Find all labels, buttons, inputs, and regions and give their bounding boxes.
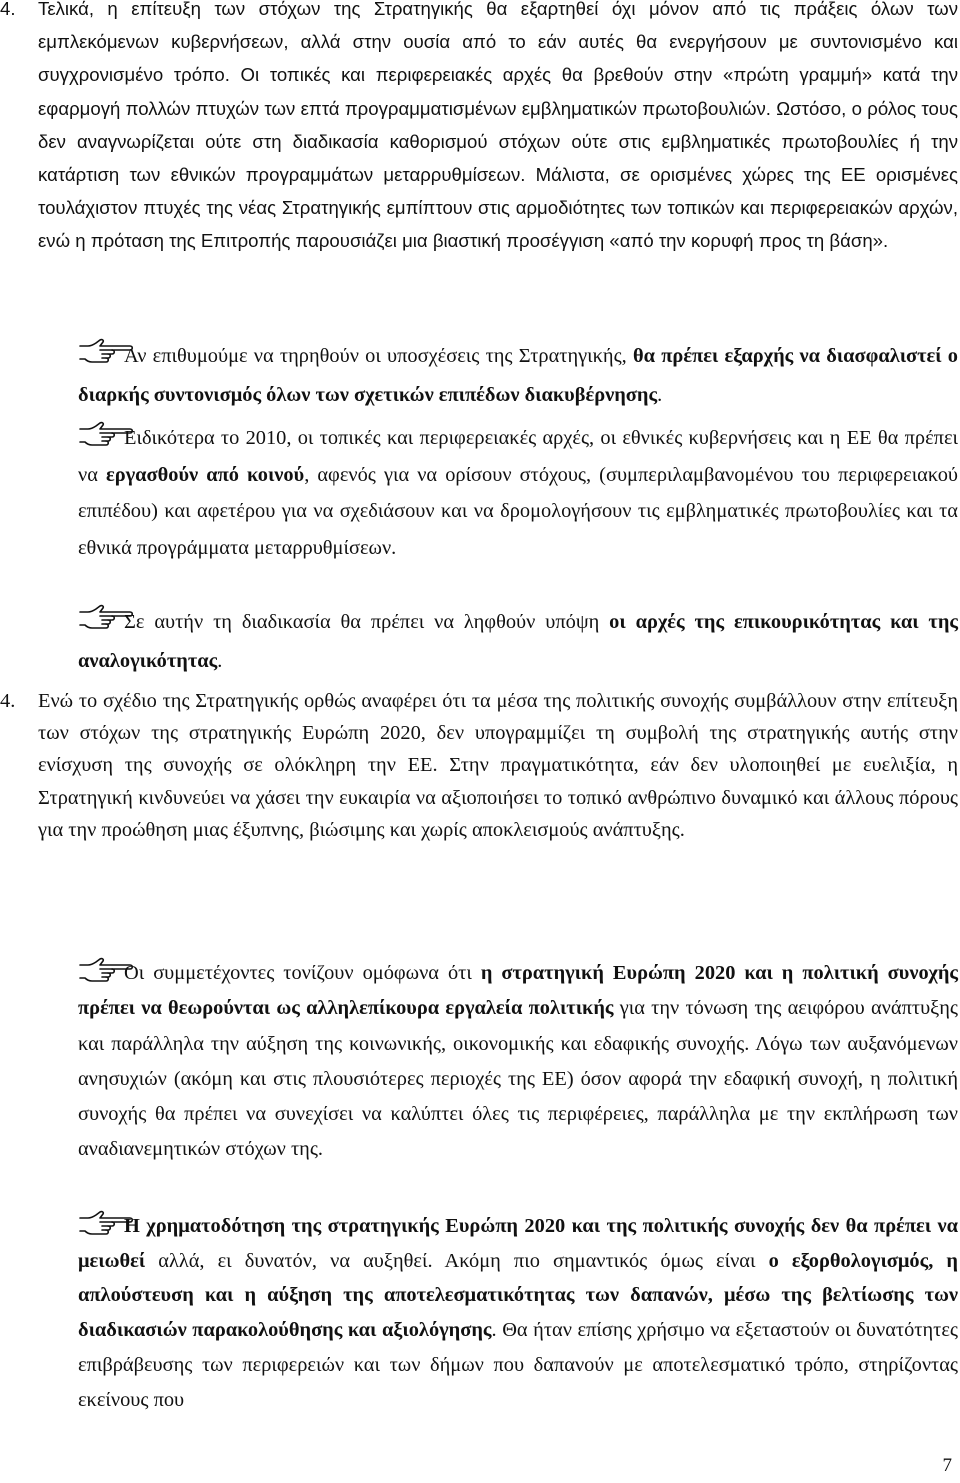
bullet-point — [78, 420, 958, 566]
paragraph-number: 4. — [0, 690, 16, 712]
pointing-hand-icon — [78, 337, 134, 367]
bullet-text: Αν επιθυμούμε να τηρηθούν οι υποσχέσεις της Στρατηγικής, θα πρέπει εξαρχής να διασφαλιστεί ο διαρκής συντονισμός όλων των σχετικών επιπέδων διακυβέρνησης. — [78, 345, 958, 406]
page-number: 7 — [942, 1455, 952, 1476]
bullet-text: Σε αυτήν τη διαδικασία θα πρέπει να ληφθούν υπόψη οι αρχές της επικουρικότητας και της αναλογικότητας. — [78, 611, 958, 672]
bullet-point — [78, 956, 958, 1168]
pointing-hand-icon — [78, 603, 134, 633]
pointing-hand-icon — [78, 1209, 134, 1239]
bullet-point — [78, 1209, 958, 1417]
bullet-text: Οι συμμετέχοντες τονίζουν ομόφωνα ότι η στρατηγική Ευρώπη 2020 και η πολιτική συνοχής πρέπει να θεωρούνται ως αλληλεπίκουρα εργαλεία πολιτικής για την τόνωση της αειφόρου ανάπτυξης και παράλληλα την αύξηση της κοινωνικής, οικονομικής και εδαφικής συνοχής. Λόγω των αυξανόμενων ανησυχιών (ακόμη και στις πλουσιότερες περιοχές της ΕΕ) όσον αφορά την εδαφική συνοχή, η πολιτική συνοχής θα πρέπει να συνεχίσει να καλύπτει όλες τις περιφέρειες, παράλληλα με την εκπλήρωση των αναδιανεμητικών στόχων της. — [78, 962, 958, 1161]
paragraph-number: 4. — [0, 0, 16, 19]
bullet-text: Η χρηματοδότηση της στρατηγικής Ευρώπη 2020 και της πολιτικής συνοχής δεν θα πρέπει να μειωθεί αλλά, ει δυνατόν, να αυξηθεί. Ακόμη πιο σημαντικός όμως είναι ο εξορθολογισμός, η απλούστευση και η αύξηση της αποτελεσματικότητας των δαπανών, μέσω της βελτίωσης των διαδικασιών παρακολούθησης και αξιολόγησης. Θα ήταν επίσης χρήσιμο να εξεταστούν οι δυνατότητες επιβράβευσης των περιφερειών και των δήμων που δαπανούν με αποτελεσματικό τρόπο, στηρίζοντας εκείνους που — [78, 1215, 958, 1411]
paragraph-text: Ενώ το σχέδιο της Στρατηγικής ορθώς αναφέρει ότι τα μέσα της πολιτικής συνοχής συμβάλλουν στην επίτευξη των στόχων της στρατηγικής Ευρώπη 2020, δεν υπογραμμίζει τη συμβολή της στρατηγικής αυτής στην ενίσχυση της συνοχής σε ολόκληρη την ΕΕ. Στην πραγματικότητα, εάν δεν υλοποιηθεί με ευελιξία, η Στρατηγική κινδυνεύει να χάσει την ευκαιρία να αξιοποιήσει το τοπικό ανθρώπινο δυναμικό και άλλους πόρους για την προώθηση μιας έξυπνης, βιώσιμης και χωρίς αποκλεισμούς ανάπτυξης. — [38, 690, 958, 841]
numbered-paragraph — [0, 0, 958, 258]
paragraph-text: Τελικά, η επίτευξη των στόχων της Στρατηγικής θα εξαρτηθεί όχι μόνον από τις πράξεις όλων των εμπλεκόμενων κυβερνήσεων, αλλά στην ουσία από το εάν αυτές θα ενεργήσουν με συντονισμένο και συγχρονισμένο τρόπο. Οι τοπικές και περιφερειακές αρχές θα βρεθούν στην «πρώτη γραμμή» κατά την εφαρμογή πολλών πτυχών των επτά προγραμματισμένων εμβληματικών πρωτοβουλιών. Ωστόσο, ο ρόλος τους δεν αναγνωρίζεται ούτε στη διαδικασία καθορισμού στόχων ούτε στις εμβληματικές πρωτοβουλίες ή την κατάρτιση των εθνικών προγραμμάτων μεταρρυθμίσεων. Μάλιστα, σε ορισμένες χώρες της ΕΕ ορισμένες τουλάχιστον πτυχές της νέας Στρατηγικής εμπίπτουν στις αρμοδιότητες των τοπικών και περιφερειακών αρχών, ενώ η πρόταση της Επιτροπής παρουσιάζει μια βιαστική προσέγγιση «από την κορυφή προς τη βάση». — [38, 0, 958, 252]
pointing-hand-icon — [78, 956, 134, 986]
bullet-point — [78, 337, 958, 414]
pointing-hand-icon — [78, 420, 134, 450]
bullet-point — [78, 603, 958, 680]
numbered-paragraph — [0, 685, 958, 846]
bullet-text: Ειδικότερα το 2010, οι τοπικές και περιφερειακές αρχές, οι εθνικές κυβερνήσεις και η ΕΕ θα πρέπει να εργασθούν από κοινού, αφενός για να ορίσουν στόχους, (συμπεριλαμβανομένου του περιφερειακού επιπέδου) και αφετέρου για να σχεδιάσουν και να δρομολογήσουν τις εμβληματικές πρωτοβουλίες και τα εθνικά προγράμματα μεταρρυθμίσεων. — [78, 427, 958, 559]
